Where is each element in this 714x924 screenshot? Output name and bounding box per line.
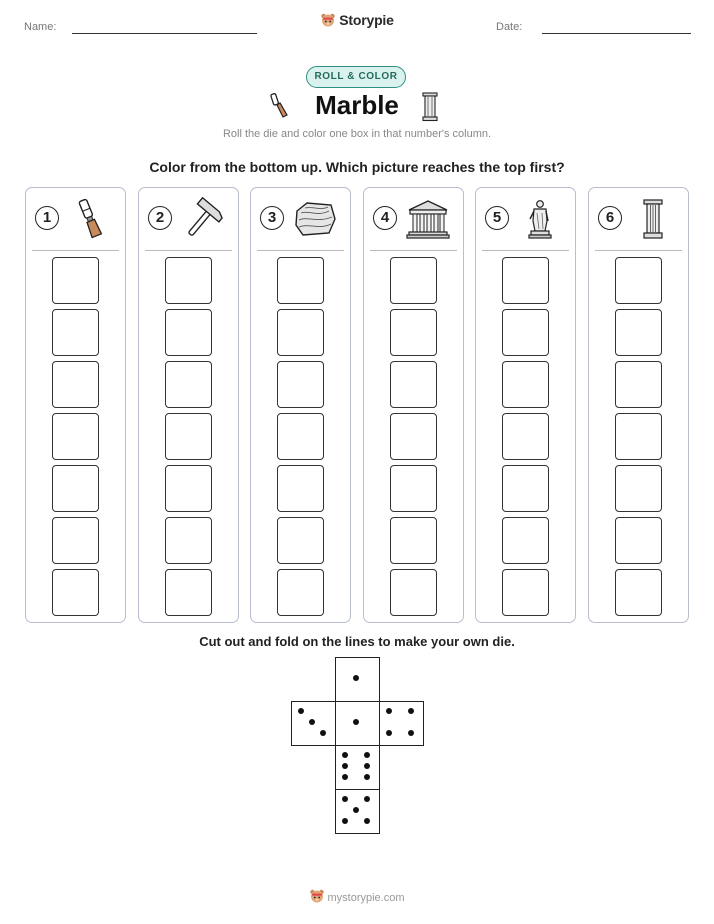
instruction: Color from the bottom up. Which picture reaches the top first? — [149, 159, 565, 175]
die-pip — [342, 752, 348, 758]
die-face — [291, 701, 336, 746]
color-box[interactable] — [502, 361, 549, 408]
color-box[interactable] — [52, 361, 99, 408]
color-box[interactable] — [277, 517, 324, 564]
color-box[interactable] — [615, 309, 662, 356]
die-pip — [386, 730, 392, 736]
column-number: 4 — [373, 206, 397, 230]
color-box[interactable] — [390, 465, 437, 512]
column-number: 5 — [485, 206, 509, 230]
color-box[interactable] — [502, 413, 549, 460]
color-box[interactable] — [52, 569, 99, 616]
die-pip — [364, 752, 370, 758]
column-header — [589, 188, 688, 250]
die-pip — [353, 807, 359, 813]
die-pip — [364, 818, 370, 824]
die-face — [335, 657, 380, 702]
column-header — [476, 188, 575, 250]
column-divider — [145, 250, 232, 251]
color-box[interactable] — [165, 257, 212, 304]
die-pip — [364, 774, 370, 780]
hammer-icon — [181, 197, 225, 241]
color-box[interactable] — [615, 361, 662, 408]
die-pip — [309, 719, 315, 725]
die-pip — [364, 796, 370, 802]
color-box[interactable] — [165, 361, 212, 408]
temple-icon — [406, 197, 450, 241]
roll-and-color-badge: ROLL & COLOR — [306, 66, 406, 88]
color-box[interactable] — [277, 257, 324, 304]
color-box[interactable] — [502, 309, 549, 356]
date-label: Date: — [496, 21, 523, 33]
column-header — [26, 188, 125, 250]
die-pip — [353, 719, 359, 725]
color-box[interactable] — [615, 517, 662, 564]
die-face — [335, 745, 380, 790]
die-pip — [342, 763, 348, 769]
column-header — [364, 188, 463, 250]
column-header — [251, 188, 350, 250]
color-box[interactable] — [277, 361, 324, 408]
die-pip — [342, 818, 348, 824]
column-header — [139, 188, 238, 250]
roll-column-6 — [588, 187, 689, 623]
color-box[interactable] — [52, 465, 99, 512]
brand-logo — [0, 12, 714, 31]
column-number: 6 — [598, 206, 622, 230]
die-pip — [342, 796, 348, 802]
subtitle: Roll the die and color one box in that number's column. — [222, 128, 492, 140]
footer — [0, 888, 714, 907]
die-pip — [353, 675, 359, 681]
brand-name: Storypie — [339, 12, 394, 28]
roll-column-4 — [363, 187, 464, 623]
bear-icon — [320, 12, 336, 31]
color-box[interactable] — [390, 413, 437, 460]
color-box[interactable] — [502, 569, 549, 616]
statue-icon — [518, 197, 562, 241]
color-box[interactable] — [277, 413, 324, 460]
color-box[interactable] — [165, 309, 212, 356]
name-line — [72, 33, 257, 34]
color-box[interactable] — [165, 413, 212, 460]
color-box[interactable] — [502, 257, 549, 304]
die-pip — [364, 763, 370, 769]
color-box[interactable] — [502, 517, 549, 564]
color-box[interactable] — [165, 465, 212, 512]
die-pip — [408, 730, 414, 736]
name-label: Name: — [24, 21, 57, 33]
date-line — [542, 33, 691, 34]
color-box[interactable] — [52, 257, 99, 304]
column-pillar-icon — [421, 92, 439, 122]
color-box[interactable] — [277, 309, 324, 356]
color-box[interactable] — [52, 309, 99, 356]
color-box[interactable] — [165, 517, 212, 564]
die-face — [379, 701, 424, 746]
color-box[interactable] — [52, 413, 99, 460]
color-box[interactable] — [615, 465, 662, 512]
roll-column-3 — [250, 187, 351, 623]
footer-url: mystorypie.com — [327, 892, 405, 904]
die-face — [335, 701, 380, 746]
color-box[interactable] — [52, 517, 99, 564]
color-box[interactable] — [390, 517, 437, 564]
color-box[interactable] — [277, 465, 324, 512]
die-pip — [408, 708, 414, 714]
color-box[interactable] — [615, 257, 662, 304]
color-box[interactable] — [390, 309, 437, 356]
color-box[interactable] — [390, 257, 437, 304]
color-box[interactable] — [615, 569, 662, 616]
die-face — [335, 789, 380, 834]
column-number: 2 — [148, 206, 172, 230]
column-pillar-icon — [631, 197, 675, 241]
color-box[interactable] — [502, 465, 549, 512]
color-box[interactable] — [390, 361, 437, 408]
column-number: 3 — [260, 206, 284, 230]
chisel-icon — [68, 197, 112, 241]
color-box[interactable] — [390, 569, 437, 616]
page-title: Marble — [315, 90, 399, 120]
die-pip — [298, 708, 304, 714]
color-box[interactable] — [277, 569, 324, 616]
roll-column-5 — [475, 187, 576, 623]
column-divider — [257, 250, 344, 251]
column-number: 1 — [35, 206, 59, 230]
die-pip — [386, 708, 392, 714]
die-pip — [320, 730, 326, 736]
marble-block-icon — [293, 197, 337, 241]
column-divider — [370, 250, 457, 251]
roll-column-2 — [138, 187, 239, 623]
roll-column-1 — [25, 187, 126, 623]
column-divider — [595, 250, 682, 251]
color-box[interactable] — [165, 569, 212, 616]
column-divider — [482, 250, 569, 251]
die-instruction: Cut out and fold on the lines to make your own die. — [199, 634, 515, 649]
color-box[interactable] — [615, 413, 662, 460]
column-divider — [32, 250, 119, 251]
bear-icon — [309, 888, 325, 907]
die-pip — [342, 774, 348, 780]
